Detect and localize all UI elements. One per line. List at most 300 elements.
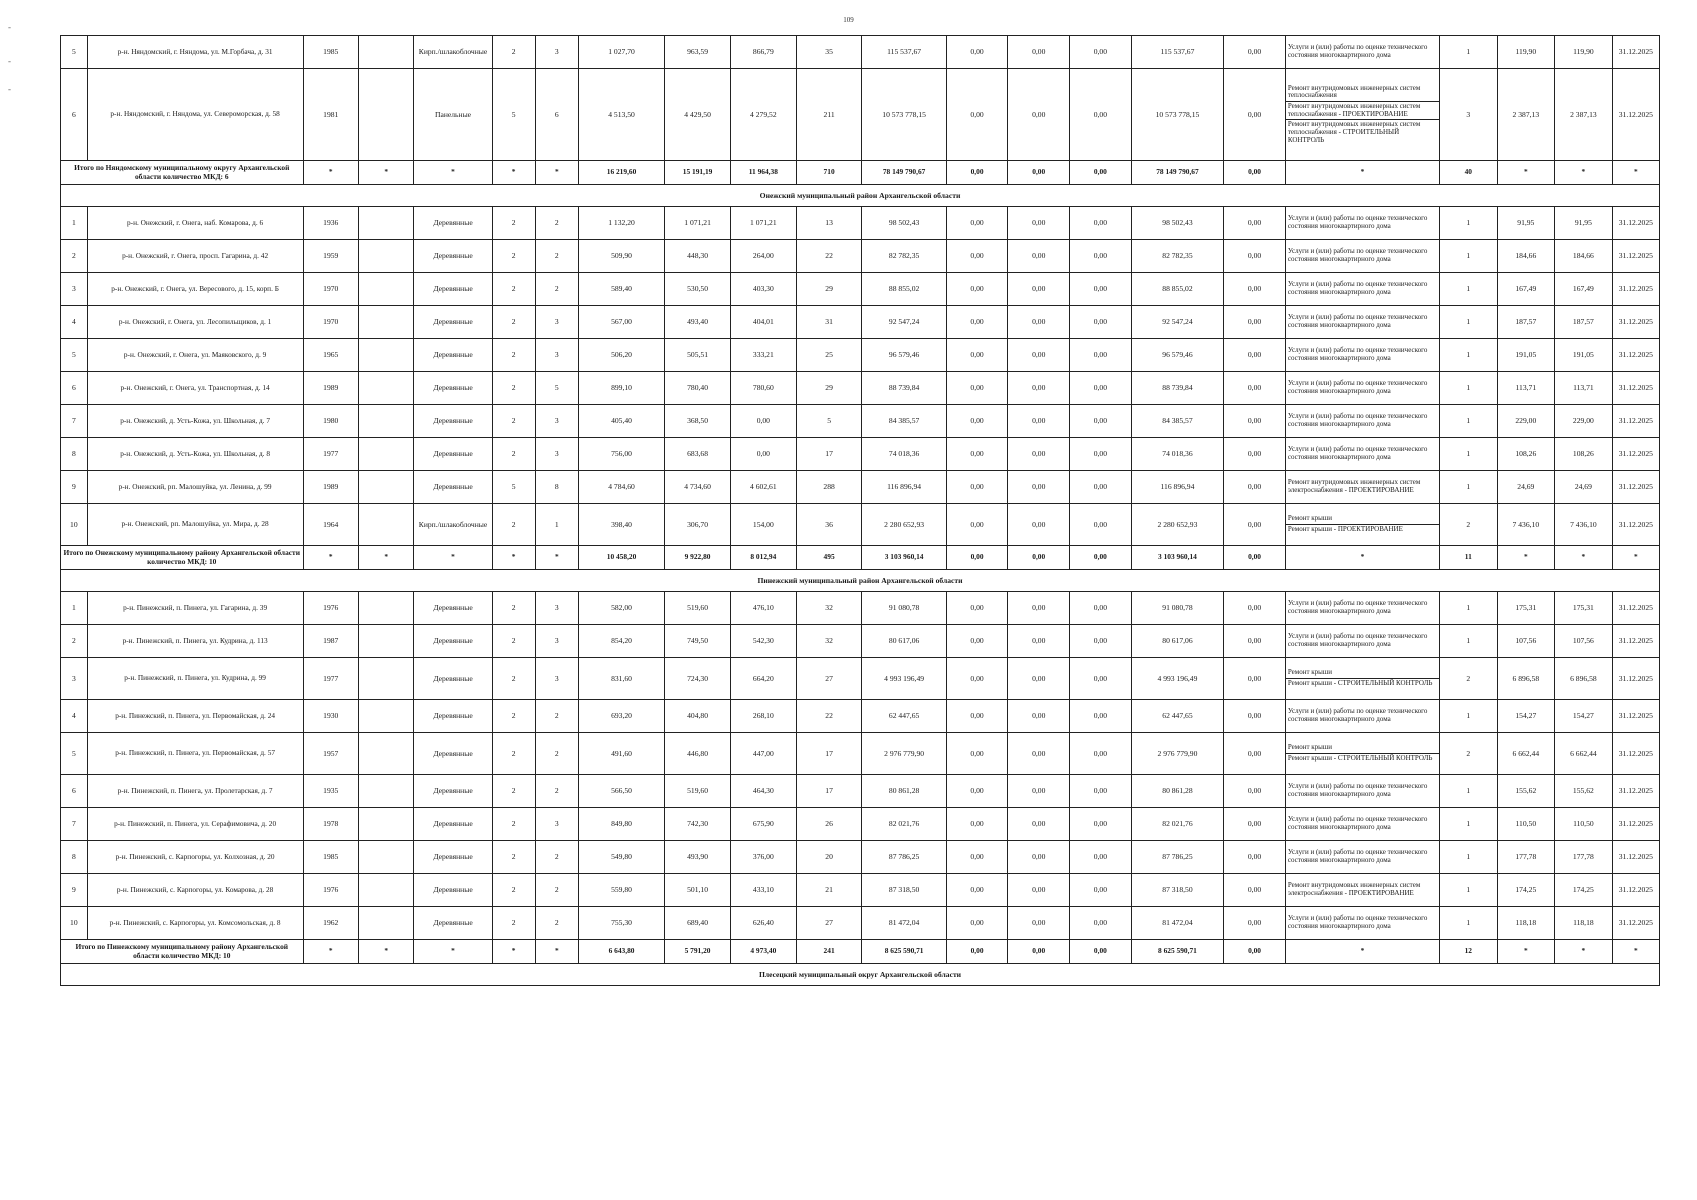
year-built-cell: 1970 bbox=[303, 306, 358, 339]
floors-cell: 2 bbox=[492, 700, 535, 733]
entrances-cell: 3 bbox=[535, 405, 578, 438]
unit-cost-cell: 191,05 bbox=[1497, 339, 1555, 372]
total-area-cell: 559,80 bbox=[578, 874, 664, 907]
floors-cell: 2 bbox=[492, 438, 535, 471]
fund-cell: 0,00 bbox=[946, 907, 1008, 940]
work-count-cell: 1 bbox=[1440, 700, 1498, 733]
wall-material-cell: Кирп./шлакоблочные bbox=[414, 504, 492, 546]
entrances-cell: 3 bbox=[535, 438, 578, 471]
total-cost-total-cell: 78 149 790,67 bbox=[862, 161, 946, 185]
work-type-item: Услуги и (или) работы по оценке технического состояния многоквартирного дома bbox=[1287, 214, 1428, 230]
table-row bbox=[61, 700, 1660, 733]
works-cell bbox=[1285, 339, 1439, 372]
wall-material-cell: Деревянные bbox=[414, 438, 492, 471]
total-cost-cell: 10 573 778,15 bbox=[862, 69, 946, 161]
regional-budget-cell: 0,00 bbox=[1008, 339, 1070, 372]
regional-budget-cell: 0,00 bbox=[1008, 306, 1070, 339]
total-cost-cell: 74 018,36 bbox=[862, 438, 946, 471]
row-number: 9 bbox=[61, 874, 88, 907]
unit-cost-cell: 110,50 bbox=[1497, 808, 1555, 841]
local-budget-cell: 0,00 bbox=[1070, 874, 1132, 907]
limit-cost-cell: 110,50 bbox=[1555, 808, 1613, 841]
entrances-cell: 3 bbox=[535, 36, 578, 69]
other-cell: 0,00 bbox=[1224, 306, 1286, 339]
year-built-cell: 1935 bbox=[303, 775, 358, 808]
residents-cell: 211 bbox=[796, 69, 862, 161]
year-overhaul-cell bbox=[358, 438, 413, 471]
total-area-living-cell: 15 191,19 bbox=[665, 161, 731, 185]
work-count-cell: 1 bbox=[1440, 405, 1498, 438]
year-overhaul-cell bbox=[358, 306, 413, 339]
total-c3-cell: * bbox=[414, 161, 492, 185]
other-cell: 0,00 bbox=[1224, 471, 1286, 504]
entrances-cell: 2 bbox=[535, 874, 578, 907]
premises-area-cell: 530,50 bbox=[665, 273, 731, 306]
wall-material-cell: Деревянные bbox=[414, 273, 492, 306]
residents-cell: 22 bbox=[796, 700, 862, 733]
end-date-cell: 31.12.2025 bbox=[1612, 700, 1659, 733]
table-row bbox=[61, 273, 1660, 306]
address-cell: р-н. Онежский, г. Онега, ул. Маяковского, д. 9 bbox=[87, 339, 303, 372]
total-fund-cell: 0,00 bbox=[946, 940, 1008, 964]
row-number: 2 bbox=[61, 625, 88, 658]
year-overhaul-cell bbox=[358, 907, 413, 940]
work-count-cell: 2 bbox=[1440, 504, 1498, 546]
total-owners-cell: 78 149 790,67 bbox=[1131, 161, 1223, 185]
floors-cell: 2 bbox=[492, 808, 535, 841]
floors-cell: 2 bbox=[492, 372, 535, 405]
fund-cell: 0,00 bbox=[946, 273, 1008, 306]
row-number: 8 bbox=[61, 438, 88, 471]
end-date-cell: 31.12.2025 bbox=[1612, 874, 1659, 907]
wall-material-cell: Деревянные bbox=[414, 700, 492, 733]
fund-cell: 0,00 bbox=[946, 306, 1008, 339]
end-date-cell: 31.12.2025 bbox=[1612, 592, 1659, 625]
premises-area-cell: 724,30 bbox=[665, 658, 731, 700]
total-other-cell: 0,00 bbox=[1224, 940, 1286, 964]
fund-cell: 0,00 bbox=[946, 733, 1008, 775]
local-budget-cell: 0,00 bbox=[1070, 306, 1132, 339]
total-area-living-cell: 9 922,80 bbox=[665, 546, 731, 570]
works-cell bbox=[1285, 69, 1439, 161]
row-number: 5 bbox=[61, 36, 88, 69]
total-limit-cost-cell: * bbox=[1555, 940, 1613, 964]
entrances-cell: 3 bbox=[535, 658, 578, 700]
unit-cost-cell: 118,18 bbox=[1497, 907, 1555, 940]
work-type-item: Ремонт внутридомовых инженерных систем теплоснабжения - ПРОЕКТИРОВАНИЕ bbox=[1286, 101, 1439, 119]
floors-cell: 2 bbox=[492, 775, 535, 808]
table-row bbox=[61, 36, 1660, 69]
local-budget-cell: 0,00 bbox=[1070, 592, 1132, 625]
total-area-cell: 693,20 bbox=[578, 700, 664, 733]
fund-cell: 0,00 bbox=[946, 405, 1008, 438]
work-type-item: Ремонт внутридомовых инженерных систем электроснабжения - ПРОЕКТИРОВАНИЕ bbox=[1287, 478, 1421, 494]
works-cell bbox=[1285, 658, 1439, 700]
other-cell: 0,00 bbox=[1224, 775, 1286, 808]
limit-cost-cell: 91,95 bbox=[1555, 207, 1613, 240]
total-area-cell: 1 027,70 bbox=[578, 36, 664, 69]
table-row bbox=[61, 69, 1660, 161]
floors-cell: 2 bbox=[492, 733, 535, 775]
floors-cell: 2 bbox=[492, 36, 535, 69]
table-row bbox=[61, 339, 1660, 372]
total-budget-reg-cell: 0,00 bbox=[1008, 161, 1070, 185]
premises-area-cell: 404,80 bbox=[665, 700, 731, 733]
owners-funds-cell: 116 896,94 bbox=[1131, 471, 1223, 504]
work-type-item: Услуги и (или) работы по оценке технического состояния многоквартирного дома bbox=[1287, 346, 1428, 362]
total-cost-cell: 2 976 779,90 bbox=[862, 733, 946, 775]
residential-area-cell: 403,30 bbox=[730, 273, 796, 306]
entrances-cell: 3 bbox=[535, 808, 578, 841]
table-row bbox=[61, 207, 1660, 240]
year-built-cell: 1976 bbox=[303, 874, 358, 907]
total-area-cell: 549,80 bbox=[578, 841, 664, 874]
other-cell: 0,00 bbox=[1224, 273, 1286, 306]
total-area-res-cell: 11 964,38 bbox=[730, 161, 796, 185]
total-c1-cell: * bbox=[303, 940, 358, 964]
total-area-cell: 4 784,60 bbox=[578, 471, 664, 504]
regional-budget-cell: 0,00 bbox=[1008, 36, 1070, 69]
total-area-cell: 899,10 bbox=[578, 372, 664, 405]
unit-cost-cell: 167,49 bbox=[1497, 273, 1555, 306]
work-count-cell: 1 bbox=[1440, 438, 1498, 471]
total-other-cell: 0,00 bbox=[1224, 161, 1286, 185]
group-total-row bbox=[61, 161, 1660, 185]
premises-area-cell: 306,70 bbox=[665, 504, 731, 546]
works-cell bbox=[1285, 438, 1439, 471]
table-row bbox=[61, 874, 1660, 907]
address-cell: р-н. Пинежский, п. Пинега, ул. Первомайская, д. 57 bbox=[87, 733, 303, 775]
other-cell: 0,00 bbox=[1224, 625, 1286, 658]
premises-area-cell: 448,30 bbox=[665, 240, 731, 273]
total-area-total-cell: 6 643,80 bbox=[578, 940, 664, 964]
total-area-total-cell: 16 219,60 bbox=[578, 161, 664, 185]
floors-cell: 2 bbox=[492, 625, 535, 658]
unit-cost-cell: 2 387,13 bbox=[1497, 69, 1555, 161]
total-residents-cell: 710 bbox=[796, 161, 862, 185]
regional-budget-cell: 0,00 bbox=[1008, 438, 1070, 471]
local-budget-cell: 0,00 bbox=[1070, 36, 1132, 69]
limit-cost-cell: 6 896,58 bbox=[1555, 658, 1613, 700]
year-overhaul-cell bbox=[358, 372, 413, 405]
end-date-cell: 31.12.2025 bbox=[1612, 240, 1659, 273]
end-date-cell: 31.12.2025 bbox=[1612, 658, 1659, 700]
wall-material-cell: Деревянные bbox=[414, 339, 492, 372]
other-cell: 0,00 bbox=[1224, 808, 1286, 841]
total-owners-cell: 8 625 590,71 bbox=[1131, 940, 1223, 964]
year-built-cell: 1962 bbox=[303, 907, 358, 940]
residents-cell: 36 bbox=[796, 504, 862, 546]
year-built-cell: 1985 bbox=[303, 36, 358, 69]
work-count-cell: 1 bbox=[1440, 240, 1498, 273]
works-cell bbox=[1285, 240, 1439, 273]
total-residents-cell: 495 bbox=[796, 546, 862, 570]
other-cell: 0,00 bbox=[1224, 874, 1286, 907]
total-c3-cell: * bbox=[414, 546, 492, 570]
floors-cell: 5 bbox=[492, 69, 535, 161]
table-row bbox=[61, 306, 1660, 339]
unit-cost-cell: 6 896,58 bbox=[1497, 658, 1555, 700]
total-c2-cell: * bbox=[358, 940, 413, 964]
work-type-item: Услуги и (или) работы по оценке технического состояния многоквартирного дома bbox=[1287, 707, 1428, 723]
owners-funds-cell: 62 447,65 bbox=[1131, 700, 1223, 733]
unit-cost-cell: 184,66 bbox=[1497, 240, 1555, 273]
other-cell: 0,00 bbox=[1224, 658, 1286, 700]
year-overhaul-cell bbox=[358, 874, 413, 907]
wall-material-cell: Деревянные bbox=[414, 625, 492, 658]
residential-area-cell: 154,00 bbox=[730, 504, 796, 546]
limit-cost-cell: 155,62 bbox=[1555, 775, 1613, 808]
table-row bbox=[61, 907, 1660, 940]
year-built-cell: 1970 bbox=[303, 273, 358, 306]
owners-funds-cell: 2 976 779,90 bbox=[1131, 733, 1223, 775]
premises-area-cell: 368,50 bbox=[665, 405, 731, 438]
row-number: 6 bbox=[61, 372, 88, 405]
work-count-cell: 1 bbox=[1440, 207, 1498, 240]
end-date-cell: 31.12.2025 bbox=[1612, 504, 1659, 546]
floors-cell: 5 bbox=[492, 471, 535, 504]
residents-cell: 27 bbox=[796, 907, 862, 940]
local-budget-cell: 0,00 bbox=[1070, 471, 1132, 504]
regional-budget-cell: 0,00 bbox=[1008, 69, 1070, 161]
owners-funds-cell: 80 861,28 bbox=[1131, 775, 1223, 808]
total-end-date-cell: * bbox=[1612, 546, 1659, 570]
total-cost-cell: 84 385,57 bbox=[862, 405, 946, 438]
limit-cost-cell: 6 662,44 bbox=[1555, 733, 1613, 775]
premises-area-cell: 4 734,60 bbox=[665, 471, 731, 504]
fund-cell: 0,00 bbox=[946, 504, 1008, 546]
total-cost-cell: 2 280 652,93 bbox=[862, 504, 946, 546]
work-type-item: Услуги и (или) работы по оценке технического состояния многоквартирного дома bbox=[1287, 412, 1428, 428]
address-cell: р-н. Пинежский, п. Пинега, ул. Гагарина, д. 39 bbox=[87, 592, 303, 625]
work-type-item: Услуги и (или) работы по оценке технического состояния многоквартирного дома bbox=[1287, 280, 1428, 296]
local-budget-cell: 0,00 bbox=[1070, 625, 1132, 658]
total-owners-cell: 3 103 960,14 bbox=[1131, 546, 1223, 570]
year-built-cell: 1959 bbox=[303, 240, 358, 273]
section-header-row bbox=[61, 185, 1660, 207]
work-type-item: Услуги и (или) работы по оценке технического состояния многоквартирного дома bbox=[1287, 313, 1428, 329]
table-row bbox=[61, 504, 1660, 546]
work-type-item: Услуги и (или) работы по оценке технического состояния многоквартирного дома bbox=[1287, 782, 1428, 798]
residential-area-cell: 464,30 bbox=[730, 775, 796, 808]
floors-cell: 2 bbox=[492, 339, 535, 372]
total-area-cell: 398,40 bbox=[578, 504, 664, 546]
wall-material-cell: Деревянные bbox=[414, 306, 492, 339]
local-budget-cell: 0,00 bbox=[1070, 240, 1132, 273]
total-c3-cell: * bbox=[414, 940, 492, 964]
fund-cell: 0,00 bbox=[946, 372, 1008, 405]
total-c5-cell: * bbox=[535, 161, 578, 185]
total-c2-cell: * bbox=[358, 546, 413, 570]
work-type-item: Услуги и (или) работы по оценке технического состояния многоквартирного дома bbox=[1287, 815, 1428, 831]
regional-budget-cell: 0,00 bbox=[1008, 775, 1070, 808]
end-date-cell: 31.12.2025 bbox=[1612, 841, 1659, 874]
unit-cost-cell: 108,26 bbox=[1497, 438, 1555, 471]
residential-area-cell: 664,20 bbox=[730, 658, 796, 700]
total-cost-cell: 4 993 196,49 bbox=[862, 658, 946, 700]
section-title: Плесецкий муниципальный округ Архангельской области bbox=[61, 964, 1660, 986]
residents-cell: 27 bbox=[796, 658, 862, 700]
limit-cost-cell: 113,71 bbox=[1555, 372, 1613, 405]
total-work-count-cell: 40 bbox=[1440, 161, 1498, 185]
premises-area-cell: 493,40 bbox=[665, 306, 731, 339]
row-number: 6 bbox=[61, 775, 88, 808]
fund-cell: 0,00 bbox=[946, 874, 1008, 907]
limit-cost-cell: 175,31 bbox=[1555, 592, 1613, 625]
entrances-cell: 2 bbox=[535, 907, 578, 940]
address-cell: р-н. Пинежский, с. Карпогоры, ул. Комсомольская, д. 8 bbox=[87, 907, 303, 940]
address-cell: р-н. Онежский, г. Онега, ул. Вересового, д. 15, корп. Б bbox=[87, 273, 303, 306]
unit-cost-cell: 155,62 bbox=[1497, 775, 1555, 808]
work-type-item: Ремонт крыши - СТРОИТЕЛЬНЫЙ КОНТРОЛЬ bbox=[1286, 753, 1439, 764]
local-budget-cell: 0,00 bbox=[1070, 438, 1132, 471]
end-date-cell: 31.12.2025 bbox=[1612, 306, 1659, 339]
other-cell: 0,00 bbox=[1224, 907, 1286, 940]
floors-cell: 2 bbox=[492, 273, 535, 306]
total-budget-reg-cell: 0,00 bbox=[1008, 940, 1070, 964]
other-cell: 0,00 bbox=[1224, 36, 1286, 69]
regional-budget-cell: 0,00 bbox=[1008, 700, 1070, 733]
margin-mark: - bbox=[8, 56, 11, 66]
unit-cost-cell: 113,71 bbox=[1497, 372, 1555, 405]
work-count-cell: 1 bbox=[1440, 874, 1498, 907]
premises-area-cell: 742,30 bbox=[665, 808, 731, 841]
local-budget-cell: 0,00 bbox=[1070, 273, 1132, 306]
owners-funds-cell: 87 786,25 bbox=[1131, 841, 1223, 874]
premises-area-cell: 683,68 bbox=[665, 438, 731, 471]
total-end-date-cell: * bbox=[1612, 161, 1659, 185]
year-built-cell: 1981 bbox=[303, 69, 358, 161]
year-built-cell: 1985 bbox=[303, 841, 358, 874]
residential-area-cell: 0,00 bbox=[730, 405, 796, 438]
fund-cell: 0,00 bbox=[946, 700, 1008, 733]
local-budget-cell: 0,00 bbox=[1070, 69, 1132, 161]
fund-cell: 0,00 bbox=[946, 240, 1008, 273]
end-date-cell: 31.12.2025 bbox=[1612, 69, 1659, 161]
residents-cell: 26 bbox=[796, 808, 862, 841]
total-area-res-cell: 8 012,94 bbox=[730, 546, 796, 570]
other-cell: 0,00 bbox=[1224, 504, 1286, 546]
end-date-cell: 31.12.2025 bbox=[1612, 625, 1659, 658]
total-cost-cell: 87 786,25 bbox=[862, 841, 946, 874]
section-header-row bbox=[61, 570, 1660, 592]
limit-cost-cell: 187,57 bbox=[1555, 306, 1613, 339]
floors-cell: 2 bbox=[492, 658, 535, 700]
unit-cost-cell: 7 436,10 bbox=[1497, 504, 1555, 546]
residents-cell: 32 bbox=[796, 592, 862, 625]
wall-material-cell: Деревянные bbox=[414, 775, 492, 808]
section-title: Онежский муниципальный район Архангельской области bbox=[61, 185, 1660, 207]
total-area-cell: 756,00 bbox=[578, 438, 664, 471]
total-unit-cost-cell: * bbox=[1497, 940, 1555, 964]
fund-cell: 0,00 bbox=[946, 36, 1008, 69]
floors-cell: 2 bbox=[492, 405, 535, 438]
table-row bbox=[61, 733, 1660, 775]
end-date-cell: 31.12.2025 bbox=[1612, 471, 1659, 504]
unit-cost-cell: 187,57 bbox=[1497, 306, 1555, 339]
regional-budget-cell: 0,00 bbox=[1008, 405, 1070, 438]
page-number: 109 bbox=[843, 16, 854, 24]
unit-cost-cell: 6 662,44 bbox=[1497, 733, 1555, 775]
premises-area-cell: 749,50 bbox=[665, 625, 731, 658]
total-area-cell: 831,60 bbox=[578, 658, 664, 700]
premises-area-cell: 780,40 bbox=[665, 372, 731, 405]
works-cell bbox=[1285, 471, 1439, 504]
limit-cost-cell: 167,49 bbox=[1555, 273, 1613, 306]
residents-cell: 21 bbox=[796, 874, 862, 907]
total-area-cell: 491,60 bbox=[578, 733, 664, 775]
local-budget-cell: 0,00 bbox=[1070, 808, 1132, 841]
total-area-cell: 589,40 bbox=[578, 273, 664, 306]
year-overhaul-cell bbox=[358, 69, 413, 161]
other-cell: 0,00 bbox=[1224, 700, 1286, 733]
limit-cost-cell: 118,18 bbox=[1555, 907, 1613, 940]
limit-cost-cell: 229,00 bbox=[1555, 405, 1613, 438]
total-c4-cell: * bbox=[492, 546, 535, 570]
end-date-cell: 31.12.2025 bbox=[1612, 438, 1659, 471]
total-limit-cost-cell: * bbox=[1555, 161, 1613, 185]
owners-funds-cell: 115 537,67 bbox=[1131, 36, 1223, 69]
total-c1-cell: * bbox=[303, 161, 358, 185]
total-area-cell: 566,50 bbox=[578, 775, 664, 808]
limit-cost-cell: 119,90 bbox=[1555, 36, 1613, 69]
residents-cell: 288 bbox=[796, 471, 862, 504]
limit-cost-cell: 107,56 bbox=[1555, 625, 1613, 658]
year-built-cell: 1964 bbox=[303, 504, 358, 546]
total-area-cell: 849,80 bbox=[578, 808, 664, 841]
local-budget-cell: 0,00 bbox=[1070, 339, 1132, 372]
year-built-cell: 1957 bbox=[303, 733, 358, 775]
work-count-cell: 1 bbox=[1440, 775, 1498, 808]
unit-cost-cell: 229,00 bbox=[1497, 405, 1555, 438]
regional-budget-cell: 0,00 bbox=[1008, 907, 1070, 940]
total-fund-cell: 0,00 bbox=[946, 161, 1008, 185]
other-cell: 0,00 bbox=[1224, 207, 1286, 240]
limit-cost-cell: 191,05 bbox=[1555, 339, 1613, 372]
local-budget-cell: 0,00 bbox=[1070, 372, 1132, 405]
owners-funds-cell: 92 547,24 bbox=[1131, 306, 1223, 339]
year-built-cell: 1989 bbox=[303, 372, 358, 405]
owners-funds-cell: 87 318,50 bbox=[1131, 874, 1223, 907]
fund-cell: 0,00 bbox=[946, 775, 1008, 808]
floors-cell: 2 bbox=[492, 841, 535, 874]
total-budget-loc-cell: 0,00 bbox=[1070, 546, 1132, 570]
total-c5-cell: * bbox=[535, 940, 578, 964]
residents-cell: 17 bbox=[796, 733, 862, 775]
work-type-item: Услуги и (или) работы по оценке технического состояния многоквартирного дома bbox=[1287, 848, 1428, 864]
local-budget-cell: 0,00 bbox=[1070, 907, 1132, 940]
total-area-cell: 509,90 bbox=[578, 240, 664, 273]
row-number: 10 bbox=[61, 907, 88, 940]
work-count-cell: 1 bbox=[1440, 306, 1498, 339]
owners-funds-cell: 4 993 196,49 bbox=[1131, 658, 1223, 700]
work-count-cell: 1 bbox=[1440, 471, 1498, 504]
other-cell: 0,00 bbox=[1224, 69, 1286, 161]
address-cell: р-н. Пинежский, п. Пинега, ул. Кудрина, д. 99 bbox=[87, 658, 303, 700]
work-type-item: Услуги и (или) работы по оценке технического состояния многоквартирного дома bbox=[1287, 599, 1428, 615]
address-cell: р-н. Онежский, г. Онега, наб. Комарова, д. 6 bbox=[87, 207, 303, 240]
total-area-res-cell: 4 973,40 bbox=[730, 940, 796, 964]
work-count-cell: 2 bbox=[1440, 733, 1498, 775]
end-date-cell: 31.12.2025 bbox=[1612, 405, 1659, 438]
total-unit-cost-cell: * bbox=[1497, 546, 1555, 570]
total-label: Итого по Няндомскому муниципальному округу Архангельской области количество МКД: 6 bbox=[61, 161, 304, 185]
total-cost-total-cell: 8 625 590,71 bbox=[862, 940, 946, 964]
wall-material-cell: Деревянные bbox=[414, 372, 492, 405]
premises-area-cell: 1 071,21 bbox=[665, 207, 731, 240]
residents-cell: 13 bbox=[796, 207, 862, 240]
unit-cost-cell: 119,90 bbox=[1497, 36, 1555, 69]
